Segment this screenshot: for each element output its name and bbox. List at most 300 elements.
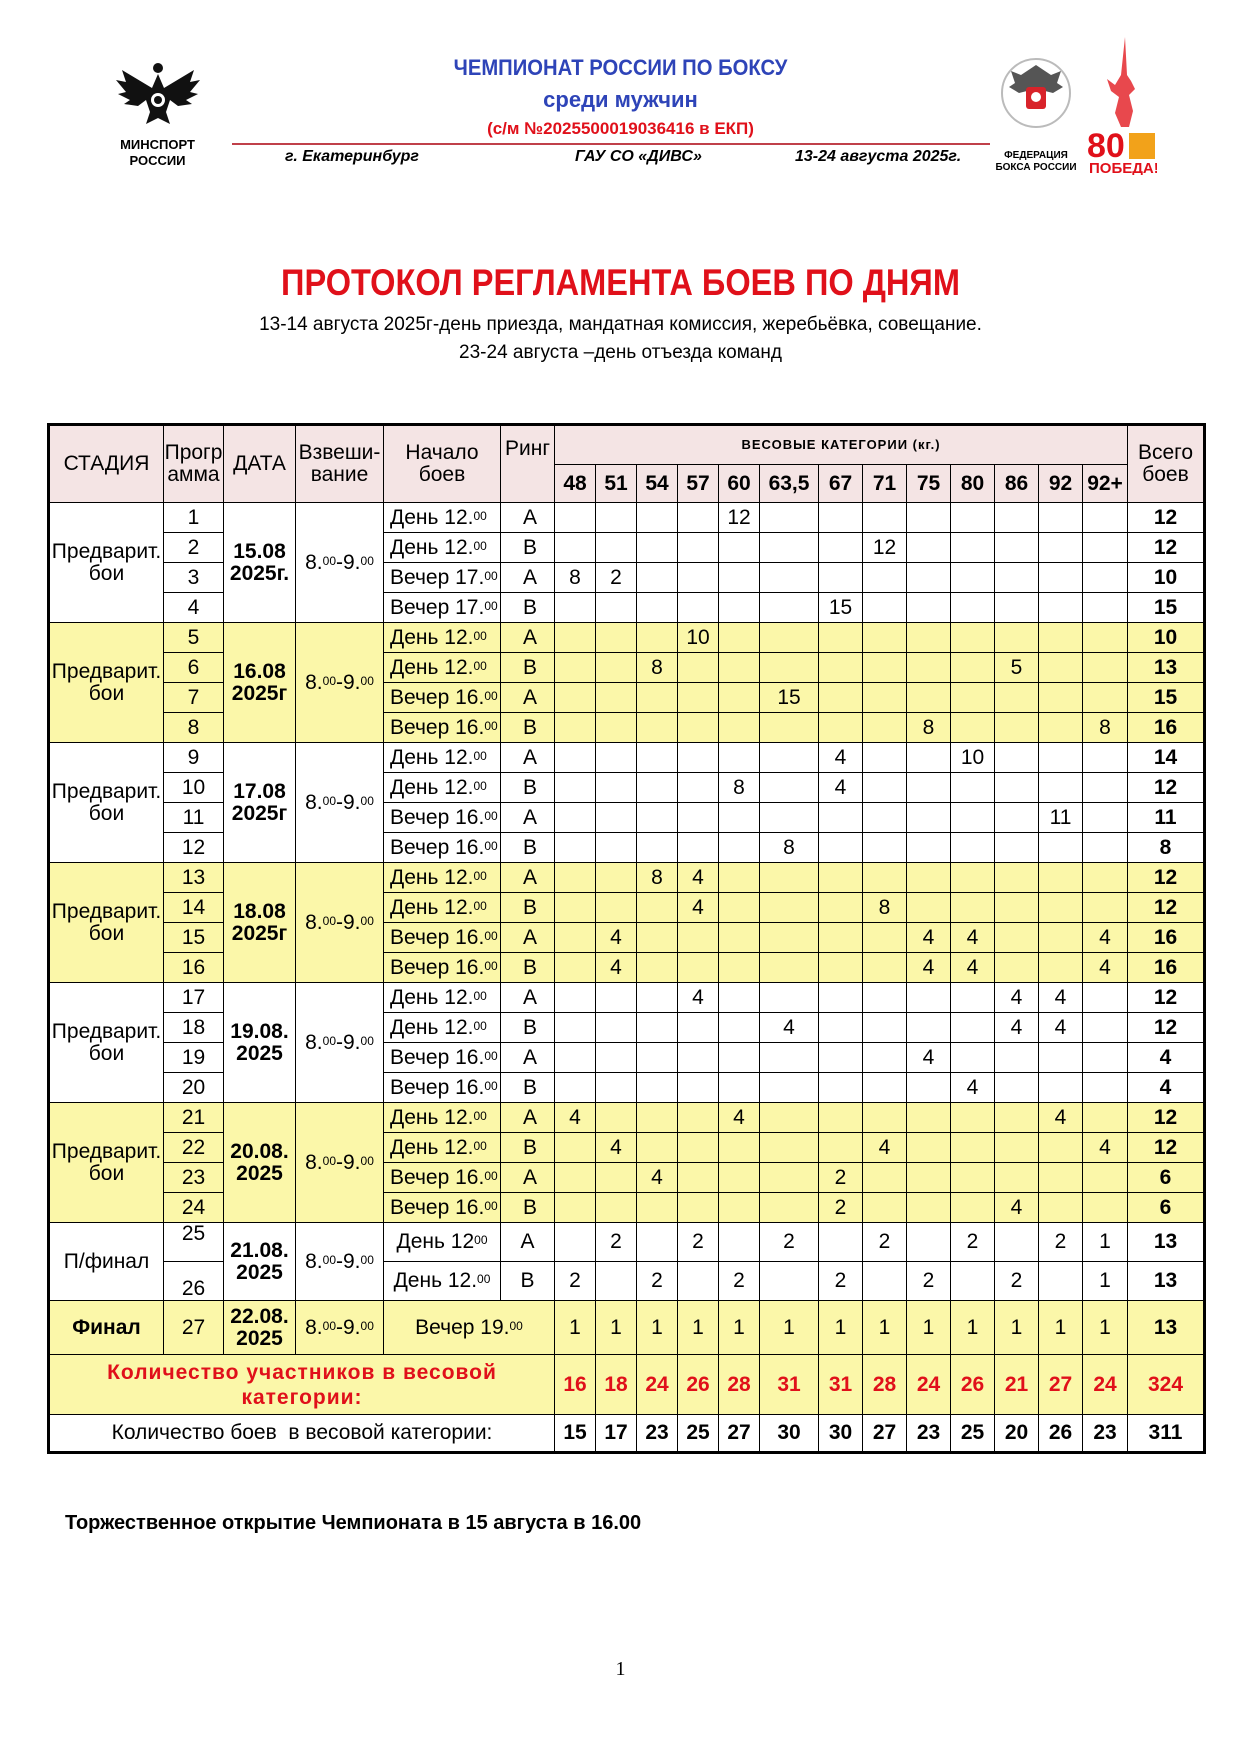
weigh-from-hour: 8. (305, 1315, 323, 1339)
start-time (384, 1133, 501, 1163)
start-time (384, 1223, 501, 1262)
bout-count: 1 (907, 1301, 951, 1355)
bout-count (907, 803, 951, 833)
table-row (49, 953, 1205, 983)
ring-cell: В (501, 713, 555, 743)
ring-cell: А (501, 563, 555, 593)
bout-count: 4 (678, 893, 719, 923)
weight-header-9: 80 (951, 465, 995, 503)
bout-count (907, 773, 951, 803)
victory-word: ПОБЕДА! (1089, 160, 1157, 175)
start-time (384, 773, 501, 803)
ring-cell: В (501, 1073, 555, 1103)
bout-count (1039, 713, 1083, 743)
weigh-from-hour: 8. (305, 1150, 323, 1174)
bout-count (1039, 1193, 1083, 1223)
bout-count (1083, 893, 1128, 923)
bout-count: 4 (995, 983, 1039, 1013)
bout-count (819, 803, 863, 833)
weight-header-4: 60 (719, 465, 760, 503)
bout-count (1039, 923, 1083, 953)
bout-count (719, 1073, 760, 1103)
start-time-hour: День 12. (390, 1015, 474, 1039)
weigh-to-min: 00 (360, 1318, 374, 1333)
bout-count (951, 533, 995, 563)
bout-count (555, 743, 596, 773)
bout-count (596, 1013, 637, 1043)
start-time-minutes: 00 (484, 958, 498, 973)
bout-count (907, 863, 951, 893)
bout-count (596, 1193, 637, 1223)
bout-count (760, 863, 819, 893)
bout-count (1039, 653, 1083, 683)
program-number: 18 (164, 1013, 224, 1043)
bout-count (951, 1193, 995, 1223)
start-time-hour: День 12. (390, 985, 474, 1009)
motherland-statue-icon (1085, 35, 1157, 175)
bout-count (555, 1163, 596, 1193)
row-total: 13 (1128, 653, 1205, 683)
start-time-minutes: 00 (473, 748, 487, 763)
bout-count (678, 533, 719, 563)
bout-count (760, 563, 819, 593)
bout-count (719, 893, 760, 923)
bout-count (596, 773, 637, 803)
bout-count: 4 (907, 1043, 951, 1073)
weigh-time (296, 1103, 384, 1223)
date-cell (224, 863, 296, 983)
bout-count (719, 1133, 760, 1163)
bout-count (995, 953, 1039, 983)
bout-count (1039, 1163, 1083, 1193)
bout-count (760, 953, 819, 983)
participants-count: 28 (863, 1355, 907, 1415)
bout-count (555, 1013, 596, 1043)
bout-count: 4 (596, 1133, 637, 1163)
participants-count: 21 (995, 1355, 1039, 1415)
bout-count (1039, 863, 1083, 893)
start-time (384, 683, 501, 713)
bout-count: 1 (951, 1301, 995, 1355)
stage-label: Предварит. (51, 779, 162, 803)
bout-count: 4 (596, 923, 637, 953)
bout-count (863, 713, 907, 743)
col-ring-label: Ринг (505, 437, 550, 460)
bout-count (907, 833, 951, 863)
start-time-minutes: 00 (474, 1233, 488, 1247)
start-time-hour: Вечер 17. (390, 565, 485, 589)
table-row (49, 923, 1205, 953)
bout-count (637, 923, 678, 953)
bout-count (596, 683, 637, 713)
bout-count (1083, 1103, 1128, 1133)
bout-count (907, 893, 951, 923)
bout-count (596, 623, 637, 653)
col-start-label-b: боев (418, 463, 466, 486)
bout-count (678, 743, 719, 773)
start-time-hour: День 12. (390, 625, 474, 649)
bout-count (760, 533, 819, 563)
weigh-to-min: 00 (360, 1153, 374, 1168)
bout-count: 8 (637, 653, 678, 683)
weigh-to-hour: -9. (336, 550, 361, 574)
stage-cell (49, 863, 164, 983)
start-time-minutes: 00 (473, 658, 487, 673)
row-total: 12 (1128, 863, 1205, 893)
start-time-hour: День 12 (396, 1230, 475, 1253)
bout-count (596, 1163, 637, 1193)
row-total: 12 (1128, 503, 1205, 533)
bout-count (555, 953, 596, 983)
table-row (49, 1103, 1205, 1133)
ring-cell: А (501, 623, 555, 653)
bout-count (596, 1103, 637, 1133)
bout-count (678, 1013, 719, 1043)
bout-count (863, 863, 907, 893)
bout-count (951, 1043, 995, 1073)
bout-count (678, 563, 719, 593)
bout-count (719, 533, 760, 563)
weigh-to-min: 00 (360, 913, 374, 928)
bout-count: 4 (951, 1073, 995, 1103)
bout-count (1083, 773, 1128, 803)
bout-count (995, 863, 1039, 893)
bout-count: 1 (995, 1301, 1039, 1355)
program-number: 1 (164, 503, 224, 533)
start-time-hour: Вечер 16. (390, 955, 485, 979)
stage-label: Предварит. (51, 539, 162, 563)
date-cell (224, 983, 296, 1103)
bout-count (760, 1193, 819, 1223)
program-number: 5 (164, 623, 224, 653)
bout-count (907, 623, 951, 653)
bout-count (1083, 1073, 1128, 1103)
bout-count: 2 (863, 1223, 907, 1262)
bout-count: 4 (995, 1013, 1039, 1043)
ekp-number: (с/м №2025500019036416 в ЕКП) (487, 119, 754, 138)
bout-count (637, 1193, 678, 1223)
start-time (384, 833, 501, 863)
bout-count (555, 623, 596, 653)
col-program-label-b: амма (167, 463, 220, 486)
bout-count (719, 1043, 760, 1073)
start-time (384, 983, 501, 1013)
participants-count: 31 (819, 1355, 863, 1415)
row-total: 11 (1128, 803, 1205, 833)
program-number: 2 (164, 533, 224, 563)
bout-count (819, 893, 863, 923)
semifinal-row (49, 1223, 1205, 1262)
bout-count (907, 1223, 951, 1262)
start-time-minutes: 00 (473, 1018, 487, 1033)
bout-count (819, 683, 863, 713)
bout-count (907, 983, 951, 1013)
start-time-hour: День 12. (390, 535, 474, 559)
start-time-minutes: 00 (473, 628, 487, 643)
row-total: 6 (1128, 1193, 1205, 1223)
start-time-hour: День 12. (393, 1269, 478, 1292)
bout-count (719, 713, 760, 743)
bout-count: 1 (596, 1301, 637, 1355)
bout-count: 4 (819, 743, 863, 773)
bout-count (951, 773, 995, 803)
championship-title: ЧЕМПИОНАТ РОССИИ ПО БОКСУ (453, 55, 788, 80)
bout-count (637, 743, 678, 773)
header-dates: 13-24 августа 2025г. (795, 148, 962, 165)
bout-count: 12 (863, 533, 907, 563)
bout-count (819, 1013, 863, 1043)
start-time-minutes: 00 (473, 508, 487, 523)
start-time-hour: Вечер 16. (390, 1165, 485, 1189)
bout-count (863, 563, 907, 593)
bout-count (863, 1103, 907, 1133)
program-number: 21 (164, 1103, 224, 1133)
bout-count (907, 1133, 951, 1163)
bout-count (863, 1013, 907, 1043)
bout-count: 4 (1039, 1013, 1083, 1043)
participants-row (49, 1355, 1205, 1415)
bout-count (995, 893, 1039, 923)
ring-cell: В (501, 1133, 555, 1163)
program-number: 11 (164, 803, 224, 833)
program-number: 19 (164, 1043, 224, 1073)
bout-count (907, 743, 951, 773)
start-time-hour: Вечер 16. (390, 835, 485, 859)
bout-count (719, 803, 760, 833)
bout-count (863, 803, 907, 833)
bout-count (819, 923, 863, 953)
bout-count (995, 1133, 1039, 1163)
ring-cell: В (501, 1193, 555, 1223)
bout-count (678, 1262, 719, 1301)
bout-count (719, 1193, 760, 1223)
bout-count (819, 1103, 863, 1133)
bout-count (951, 863, 995, 893)
weigh-to-hour: -9. (336, 1315, 361, 1339)
bout-count (719, 1223, 760, 1262)
program-number: 17 (164, 983, 224, 1013)
subtitle-departure: 23-24 августа –день отъезда команд (459, 342, 782, 363)
bout-count (719, 623, 760, 653)
bout-count (555, 653, 596, 683)
bout-count: 1 (637, 1301, 678, 1355)
table-row (49, 653, 1205, 683)
bout-count: 15 (760, 683, 819, 713)
start-time-minutes: 00 (484, 1198, 498, 1213)
bout-count (678, 803, 719, 833)
row-total: 12 (1128, 1133, 1205, 1163)
bout-count (1083, 743, 1128, 773)
weight-header-12: 92+ (1083, 465, 1128, 503)
bout-count: 2 (819, 1163, 863, 1193)
bout-count: 1 (719, 1301, 760, 1355)
bout-count (555, 803, 596, 833)
final-stage: Финал (49, 1301, 164, 1355)
start-time-minutes: 00 (473, 898, 487, 913)
stage-cell (49, 623, 164, 743)
bout-count (819, 653, 863, 683)
start-time (384, 1163, 501, 1193)
start-time-minutes: 00 (473, 1108, 487, 1123)
ring-cell: А (501, 923, 555, 953)
start-time (384, 1013, 501, 1043)
bout-count (995, 743, 1039, 773)
table-row (49, 1073, 1205, 1103)
bout-count (1039, 833, 1083, 863)
bout-count (760, 983, 819, 1013)
bout-count (596, 713, 637, 743)
table-row (49, 863, 1205, 893)
program-number: 22 (164, 1133, 224, 1163)
bout-count (678, 953, 719, 983)
bout-count: 1 (1039, 1301, 1083, 1355)
date-day: 19.08. (230, 1019, 289, 1043)
bout-count (555, 1133, 596, 1163)
bout-count (907, 563, 951, 593)
weight-header-6: 67 (819, 465, 863, 503)
bout-count (907, 683, 951, 713)
header-city: г. Екатеринбург (285, 148, 419, 165)
bout-count (678, 1073, 719, 1103)
bout-count (819, 833, 863, 863)
weigh-to-min: 00 (360, 553, 374, 568)
col-total-label-a: Всего (1137, 441, 1194, 464)
bout-count (1083, 1013, 1128, 1043)
start-time-minutes: 00 (484, 1048, 498, 1063)
date-year: 2025 (236, 1326, 283, 1350)
bout-count (863, 1193, 907, 1223)
bout-count (1083, 1043, 1128, 1073)
program-number: 25 (164, 1223, 224, 1262)
start-time-minutes: 00 (473, 778, 487, 793)
col-total-label-b: боев (1142, 463, 1189, 486)
weigh-from-min: 00 (322, 913, 336, 928)
weigh-from-hour: 8. (305, 1030, 323, 1054)
bout-count (951, 653, 995, 683)
weigh-time (296, 983, 384, 1103)
table-row (49, 623, 1205, 653)
bout-count: 4 (1083, 1133, 1128, 1163)
row-total: 16 (1128, 953, 1205, 983)
bout-count: 2 (596, 1223, 637, 1262)
start-time (384, 623, 501, 653)
weigh-from-min: 00 (322, 1153, 336, 1168)
stage-label: Предварит. (51, 1139, 162, 1163)
bout-count (637, 593, 678, 623)
start-time-minutes: 00 (484, 1168, 498, 1183)
row-total: 12 (1128, 533, 1205, 563)
program-number: 13 (164, 863, 224, 893)
bout-count (1083, 533, 1128, 563)
program-number: 14 (164, 893, 224, 923)
participants-count: 28 (719, 1355, 760, 1415)
bout-count: 4 (907, 923, 951, 953)
bouts-count: 30 (760, 1415, 819, 1453)
participants-total: 324 (1128, 1355, 1205, 1415)
bout-count (995, 803, 1039, 833)
stage-cell (49, 743, 164, 863)
program-number: 16 (164, 953, 224, 983)
start-time (384, 923, 501, 953)
bout-count (819, 1223, 863, 1262)
col-total (1128, 425, 1205, 503)
ring-cell: А (501, 1103, 555, 1133)
bout-count (819, 1073, 863, 1103)
table-row (49, 743, 1205, 773)
weigh-from-hour: 8. (305, 1249, 323, 1273)
bout-count (760, 1133, 819, 1163)
date-year: 2025 (236, 1260, 283, 1284)
bout-count (760, 1262, 819, 1301)
start-time-minutes: 00 (473, 538, 487, 553)
bout-count (719, 653, 760, 683)
start-time-hour: Вечер 16. (390, 685, 485, 709)
bout-count (951, 803, 995, 833)
bout-count (907, 653, 951, 683)
participants-count: 24 (1083, 1355, 1128, 1415)
row-total: 12 (1128, 893, 1205, 923)
start-time-hour: Вечер 17. (390, 595, 485, 619)
start-time (384, 593, 501, 623)
bout-count: 1 (819, 1301, 863, 1355)
bout-count (1039, 593, 1083, 623)
bout-count (719, 983, 760, 1013)
col-stage-label: СТАДИЯ (63, 452, 150, 475)
bout-count (995, 773, 1039, 803)
bout-count (596, 1073, 637, 1103)
weigh-from-min: 00 (322, 793, 336, 808)
weigh-to-hour: -9. (336, 670, 361, 694)
date-cell (224, 1223, 296, 1301)
final-row (49, 1301, 1205, 1355)
start-time-minutes: 00 (473, 1138, 487, 1153)
table-row (49, 833, 1205, 863)
start-time (384, 863, 501, 893)
program-number: 3 (164, 563, 224, 593)
bout-count (555, 1073, 596, 1103)
start-time-minutes: 00 (484, 688, 498, 703)
bout-count (863, 623, 907, 653)
bout-count (678, 1103, 719, 1133)
bout-count (760, 743, 819, 773)
bout-count (760, 593, 819, 623)
start-time-minutes: 00 (484, 838, 498, 853)
bout-count (555, 893, 596, 923)
bout-count (907, 1103, 951, 1133)
program-number: 6 (164, 653, 224, 683)
bout-count (863, 953, 907, 983)
bout-count (1039, 1073, 1083, 1103)
bout-count (678, 923, 719, 953)
bout-count: 15 (819, 593, 863, 623)
bout-count: 4 (1083, 923, 1128, 953)
bout-count (555, 923, 596, 953)
weigh-to-min: 00 (360, 793, 374, 808)
bout-count (819, 533, 863, 563)
row-total: 15 (1128, 593, 1205, 623)
weight-header-11: 92 (1039, 465, 1083, 503)
ring-cell: А (501, 1223, 555, 1262)
col-weight-categories (555, 425, 1128, 465)
subtitle-arrival: 13-14 августа 2025г-день приезда, мандатная комиссия, жеребьёвка, совещание. (259, 314, 982, 335)
bout-count (951, 563, 995, 593)
ring-cell: А (501, 863, 555, 893)
bout-count (719, 863, 760, 893)
stage-label-2: бои (88, 801, 125, 825)
bout-count: 5 (995, 653, 1039, 683)
bout-count: 2 (637, 1262, 678, 1301)
bout-count (863, 773, 907, 803)
